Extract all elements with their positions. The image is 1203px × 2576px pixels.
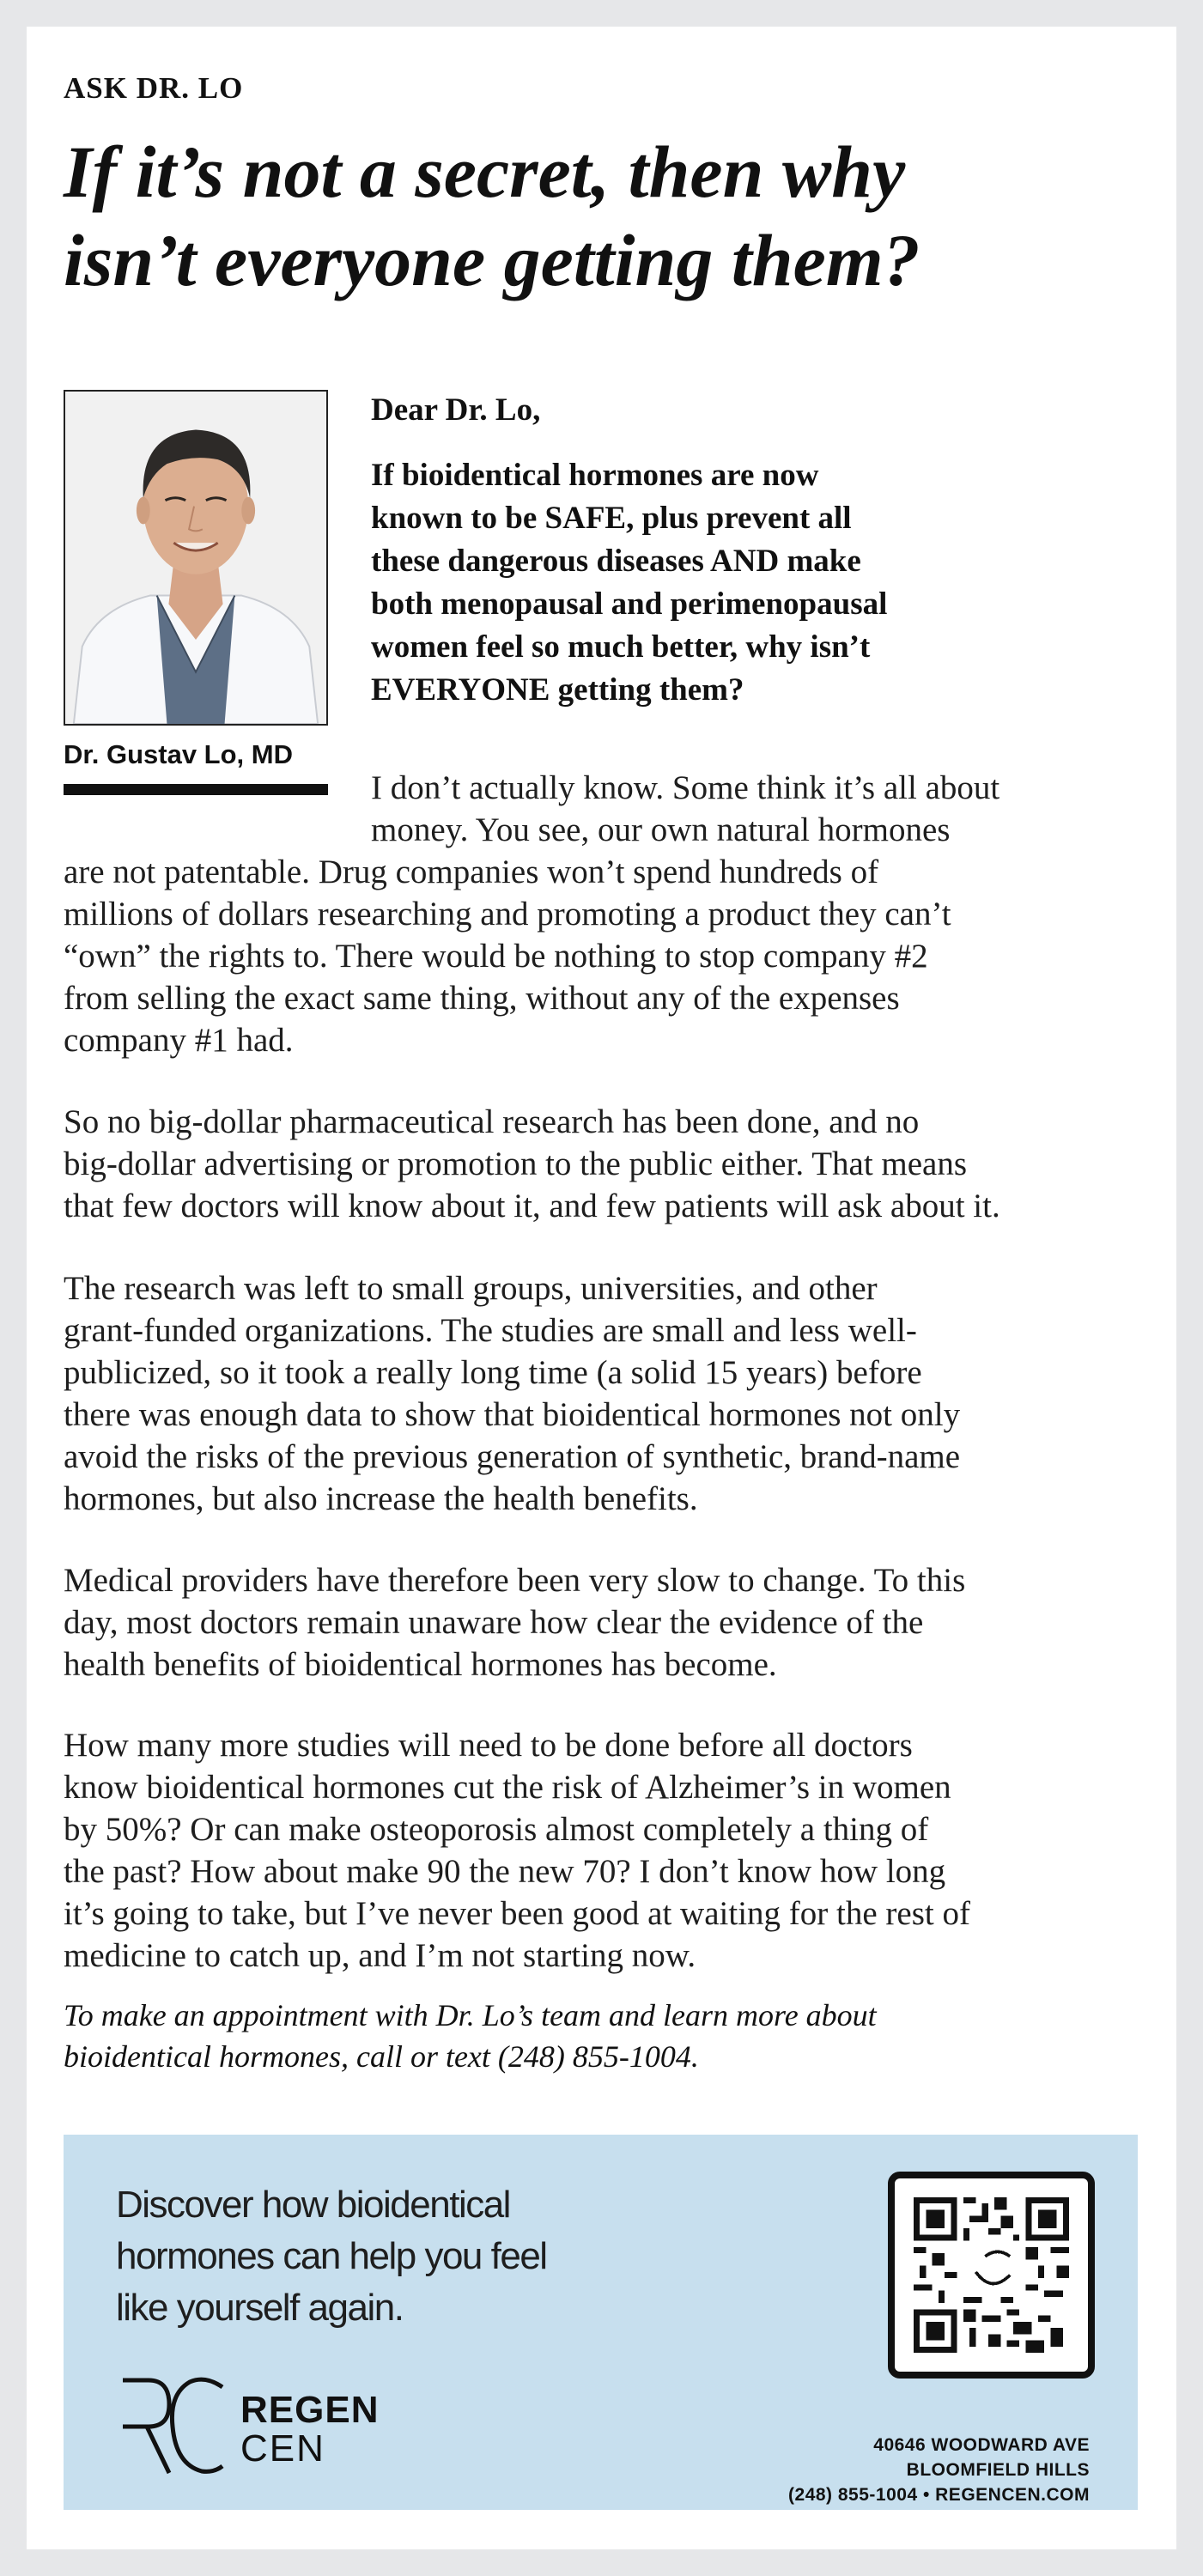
answer-line: hormones, but also increase the health benefits. [64,1480,698,1517]
tagline-line: hormones can help you feel [116,2235,547,2277]
article-card [27,27,1176,2549]
answer-line: avoid the risks of the previous generation of synthetic, brand-name [64,1438,961,1475]
column-kicker: ASK DR. LO [64,71,244,105]
author-photo [64,390,328,726]
headline-line: isn’t everyone getting them? [64,219,920,301]
qr-code[interactable] [888,2172,1095,2379]
answer-line: I don’t actually know. Some think it’s all about [371,769,1000,806]
question-line: women feel so much better, why isn’t [371,629,871,665]
question-line: known to be SAFE, plus prevent all [371,501,852,536]
answer-line: the past? How about make 90 the new 70? I don’t know how long [64,1853,946,1890]
clinic-address [788,2433,1090,2507]
answer-line: So no big-dollar pharmaceutical research has been done, and no [64,1103,920,1140]
answer-line: day, most doctors remain unaware how clear the evidence of the [64,1604,924,1641]
answer-line: millions of dollars researching and promoting a product they can’t [64,896,951,933]
answer-paragraph-5 [64,1724,1145,1977]
answer-line: Medical providers have therefore been very slow to change. To this [64,1562,966,1599]
question-line: If bioidentical hormones are now [371,458,819,493]
regencen-logo[interactable] [116,2370,399,2482]
address-city: BLOOMFIELD HILLS [906,2460,1090,2480]
answer-line: How many more studies will need to be done before all doctors [64,1727,913,1764]
answer-paragraph-4 [64,1559,1145,1686]
qr-code-icon [914,2197,1069,2353]
answer-line: by 50%? Or can make osteoporosis almost completely a thing of [64,1811,929,1848]
answer-line: The research was left to small groups, universities, and other [64,1270,878,1307]
answer-line: from selling the exact same thing, without any of the expenses [64,980,900,1017]
appointment-callout [64,1995,1145,2077]
question-line: EVERYONE getting them? [371,672,744,708]
tagline-line: Discover how bioidentical [116,2184,510,2226]
question-line: these dangerous diseases AND make [371,544,861,579]
answer-line: health benefits of bioidentical hormones has become. [64,1646,777,1683]
answer-line: medicine to catch up, and I’m not starting now. [64,1937,696,1974]
doctor-portrait-image [65,392,326,724]
answer-line: there was enough data to show that bioidentical hormones not only [64,1396,961,1433]
letter-salutation: Dear Dr. Lo, [371,392,541,428]
callout-line[interactable]: bioidentical hormones, call or text (248) 855-1004. [64,2039,699,2074]
wordmark-regen: REGEN [240,2389,380,2431]
answer-paragraph-1 [64,767,1145,1061]
headline [64,128,1145,305]
address-street: 40646 WOODWARD AVE [873,2435,1090,2455]
address-contact[interactable]: (248) 855-1004 • REGENCEN.COM [788,2485,1090,2505]
answer-line: that few doctors will know about it, and few patients will ask about it. [64,1188,1000,1224]
author-caption: Dr. Gustav Lo, MD [64,739,293,769]
answer-paragraph-3 [64,1267,1145,1520]
answer-line: grant-funded organizations. The studies are small and less well- [64,1312,917,1349]
answer-line: publicized, so it took a really long time (a solid 15 years) before [64,1354,922,1391]
answer-line: money. You see, our own natural hormones [371,811,951,848]
answer-line: company #1 had. [64,1022,294,1059]
answer-line: are not patentable. Drug companies won’t spend hundreds of [64,854,879,890]
answer-line: it’s going to take, but I’ve never been good at waiting for the rest of [64,1895,970,1932]
regencen-wordmark [240,2391,379,2468]
callout-line: To make an appointment with Dr. Lo’s team and learn more about [64,1998,877,2032]
regencen-logo-mark-icon [116,2370,228,2482]
answer-paragraph-2 [64,1101,1145,1227]
answer-line: big-dollar advertising or promotion to the public either. That means [64,1145,968,1182]
reader-question [371,454,1144,712]
tagline-line: like yourself again. [116,2287,404,2329]
headline-line: If it’s not a secret, then why [64,131,906,213]
question-line: both menopausal and perimenopausal [371,586,888,622]
wordmark-cen: CEN [240,2427,325,2470]
promo-tagline [116,2179,547,2334]
promo-panel [64,2135,1138,2510]
answer-line: know bioidentical hormones cut the risk of Alzheimer’s in women [64,1769,951,1806]
answer-line: “own” the rights to. There would be nothing to stop company #2 [64,938,928,975]
